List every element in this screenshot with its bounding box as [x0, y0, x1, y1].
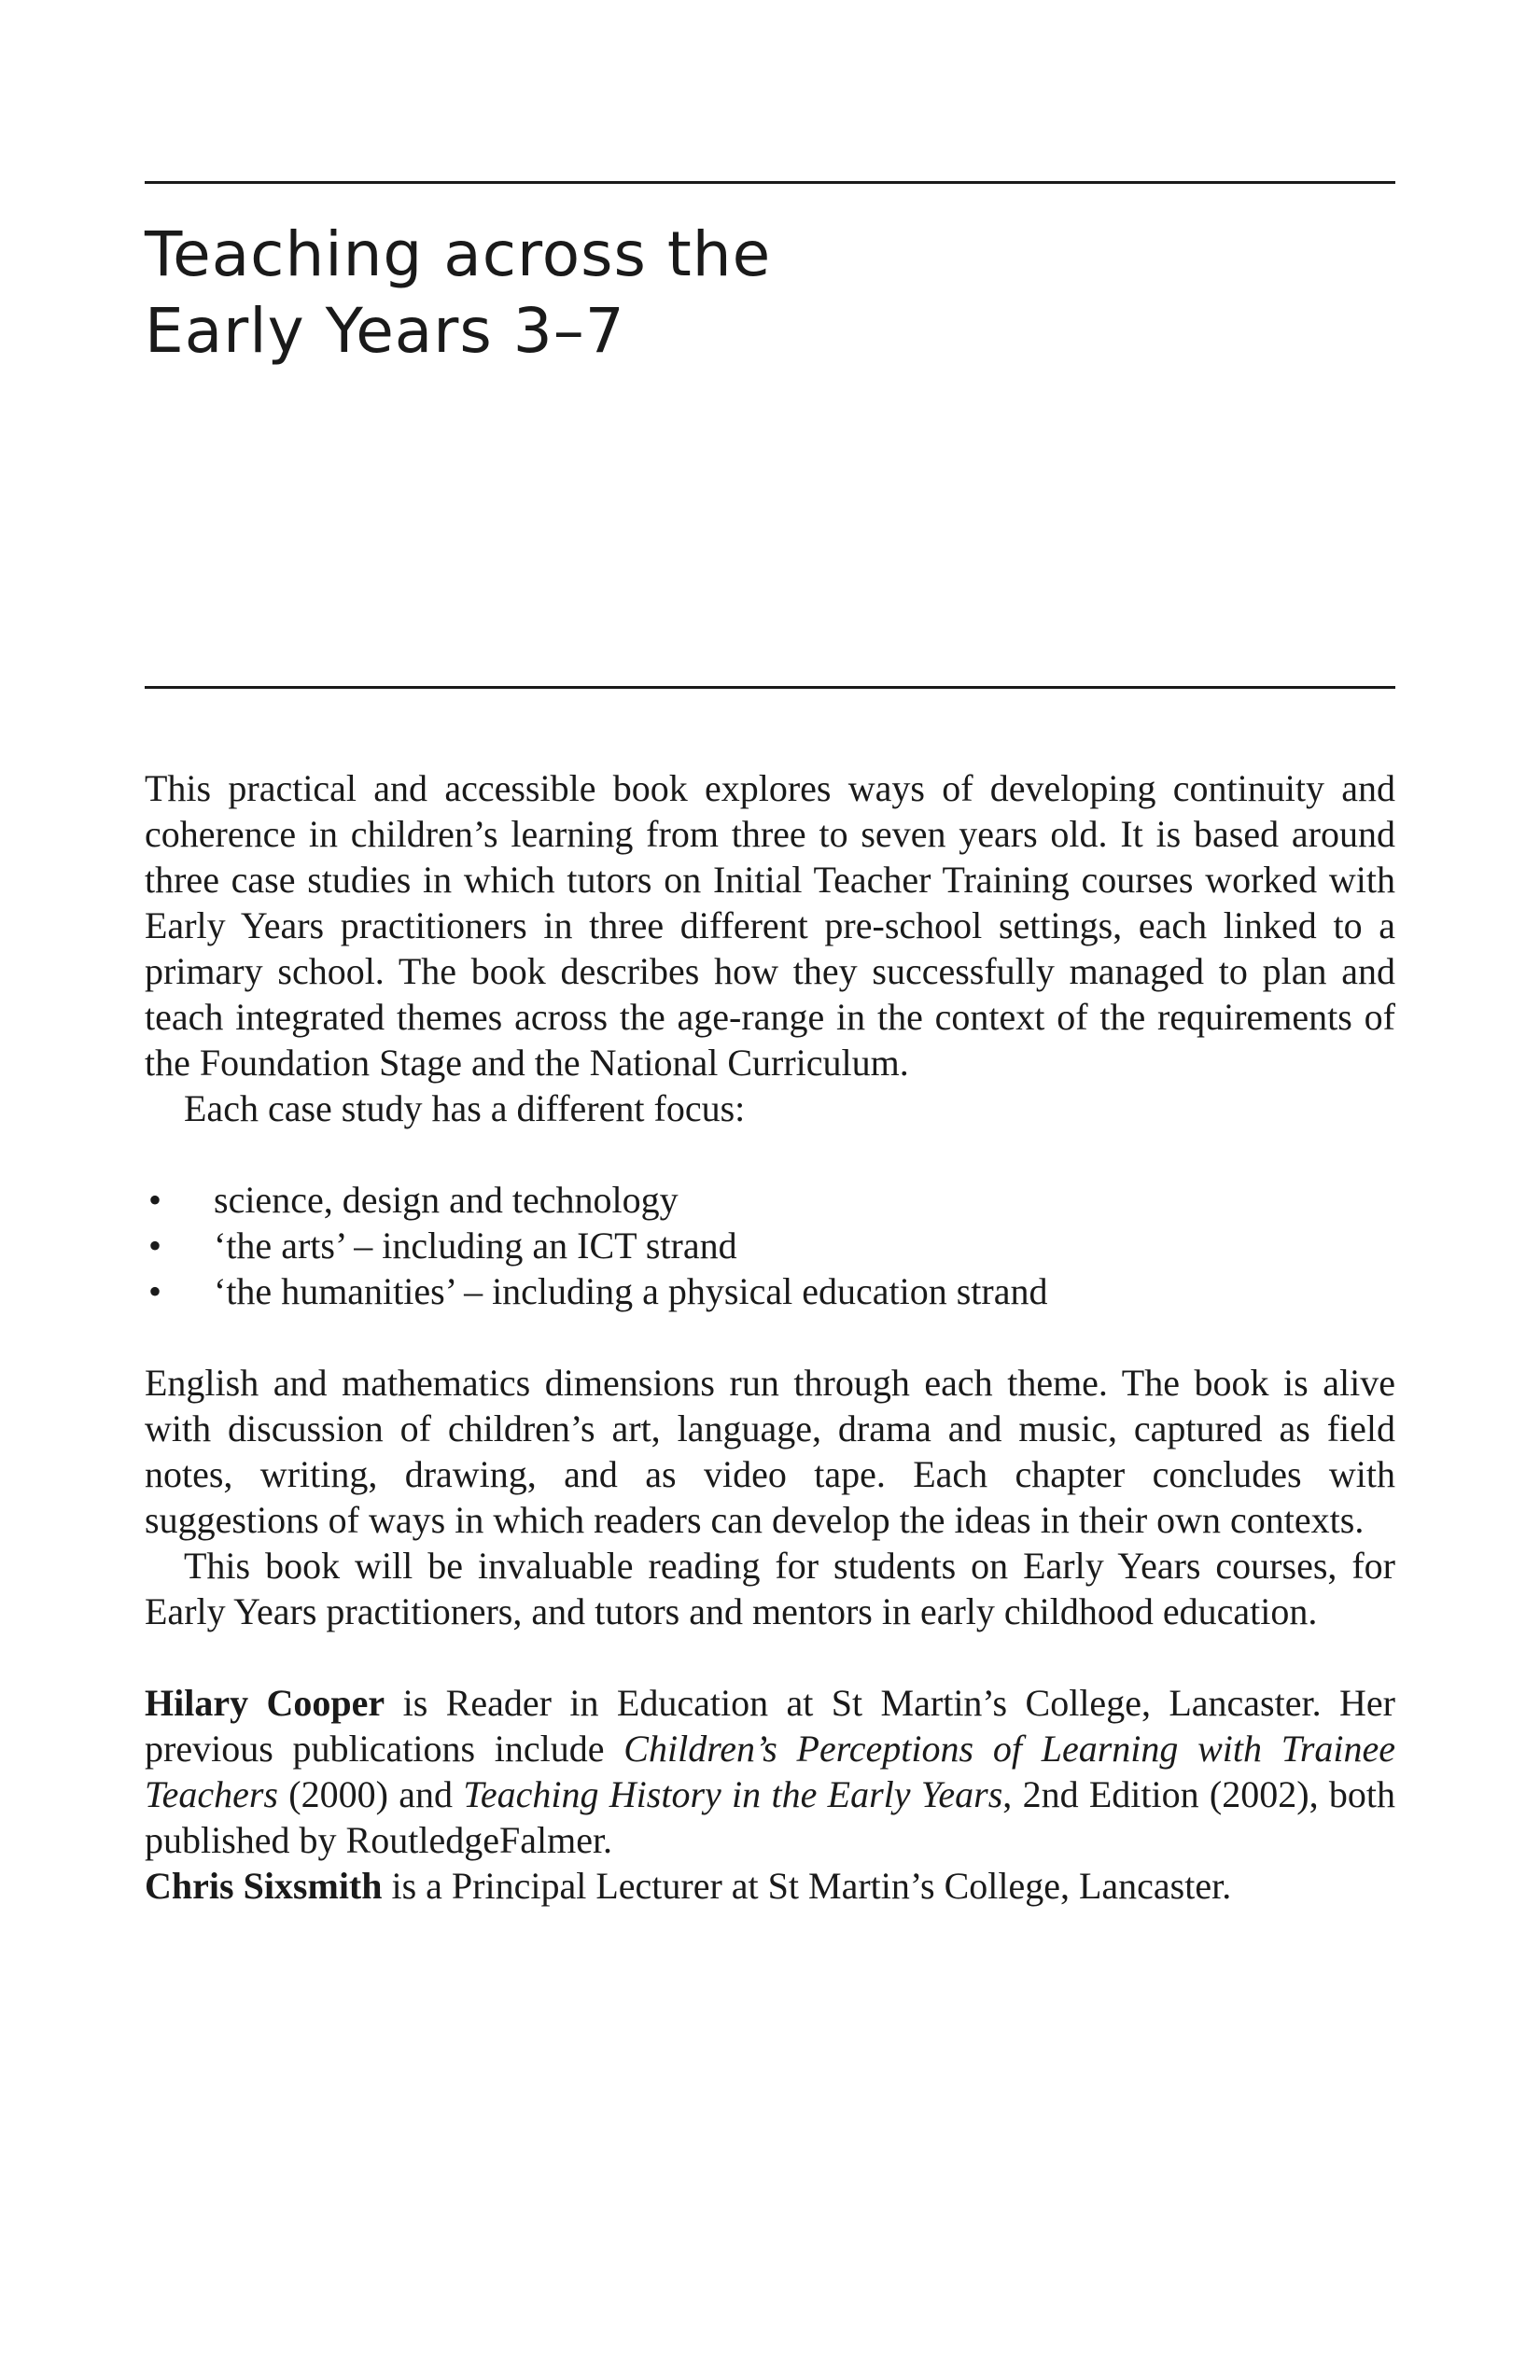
- title-line-2: Early Years 3–7: [145, 295, 625, 367]
- list-item: [145, 1223, 1395, 1268]
- book-description: [145, 765, 1395, 1909]
- list-item-text: ‘the arts’ – including an ICT strand: [214, 1225, 737, 1267]
- author-bio-text: is a Principal Lecturer at St Martin’s College, Lancaster.: [382, 1865, 1232, 1907]
- focus-list: [145, 1177, 1395, 1314]
- bullet-icon: •: [148, 1179, 162, 1221]
- divider-rule: [145, 686, 1395, 689]
- bullet-icon: •: [148, 1225, 162, 1267]
- list-item: [145, 1268, 1395, 1314]
- author-bio-hilary-cooper: [145, 1680, 1395, 1863]
- author-name: Hilary Cooper: [145, 1682, 385, 1724]
- list-item-text: science, design and technology: [214, 1179, 679, 1221]
- bullet-icon: •: [148, 1270, 162, 1312]
- spacer: [145, 1314, 1395, 1360]
- top-rule: [145, 181, 1395, 184]
- author-name: Chris Sixsmith: [145, 1865, 383, 1907]
- book-title-reference: Teaching History in the Early Years: [463, 1773, 1003, 1815]
- author-bio-text: , 2nd Edition (2002), both published by RoutledgeFalmer.: [145, 1773, 1395, 1861]
- author-bio-text: (2000) and: [277, 1773, 464, 1815]
- description-paragraph-3: English and mathematics dimensions run through each theme. The book is alive with discussion of children’s art, language, drama and music, captured as field notes, writing, drawing, and as video tape. Each chapter concludes with suggestions of ways in which readers can develop the ideas in their own contexts.: [145, 1362, 1395, 1541]
- list-item-text: ‘the humanities’ – including a physical education strand: [214, 1270, 1048, 1312]
- author-bio-text: is Reader in Education at St Martin’s College, Lancaster. Her previous publications include: [145, 1682, 1395, 1770]
- description-paragraph-2: Each case study has a different focus:: [184, 1087, 746, 1129]
- book-title-reference: Children’s Perceptions of Learning with Trainee Teachers: [145, 1728, 1396, 1815]
- title-line-1: Teaching across the: [145, 218, 772, 290]
- description-paragraph-4: This book will be invaluable reading for students on Early Years courses, for Early Years practitioners, and tutors and mentors in early childhood education.: [145, 1545, 1395, 1632]
- description-paragraph-1: This practical and accessible book explores ways of developing continuity and coherence in children’s learning from three to seven years old. It is based around three case studies in which tutors on Initial Teacher Training courses worked with Early Years practitioners in three different pre-school settings, each linked to a primary school. The book describes how they successfully managed to plan and teach integrated themes across the age-range in the context of the requirements of the Foundation Stage and the National Curriculum.: [145, 767, 1395, 1084]
- spacer: [145, 1131, 1395, 1177]
- list-item: [145, 1177, 1395, 1223]
- spacer: [145, 1634, 1395, 1680]
- book-title: [145, 217, 771, 370]
- author-bio-chris-sixsmith: [145, 1863, 1395, 1909]
